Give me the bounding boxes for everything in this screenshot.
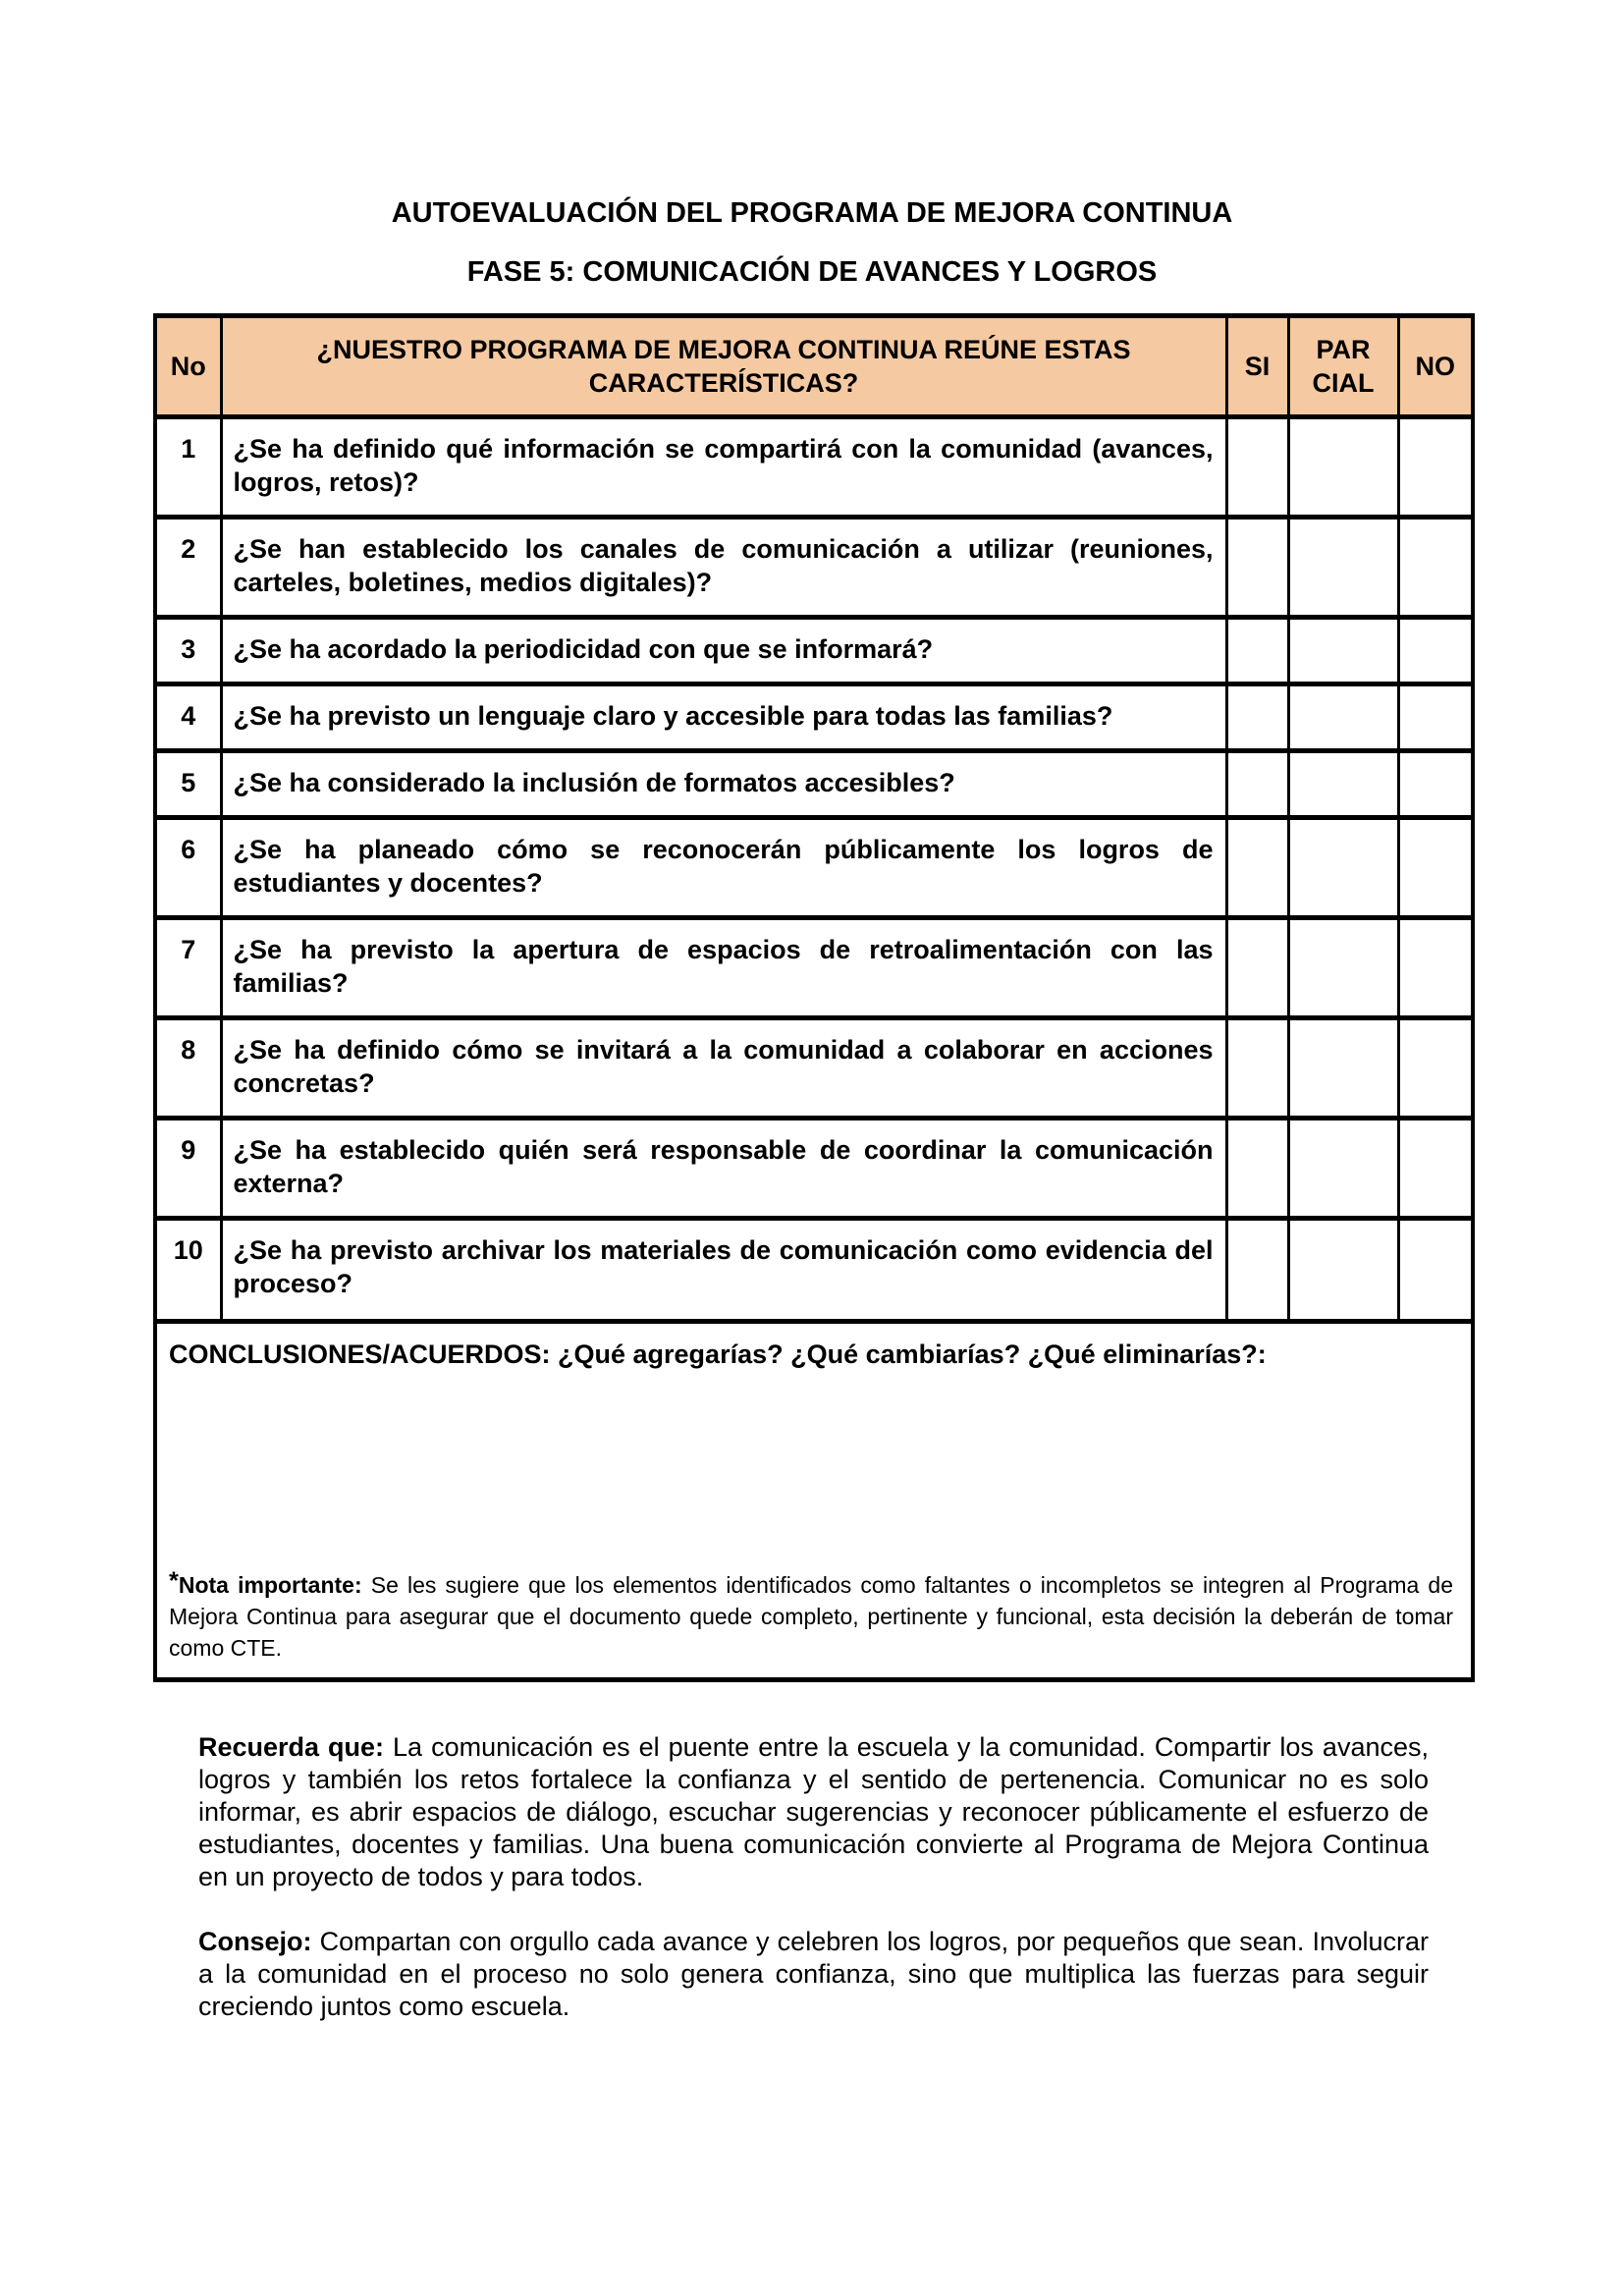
- answer-cell-no: [1398, 1219, 1473, 1322]
- remember-lead: Recuerda que:: [198, 1732, 385, 1762]
- document-titles: [0, 0, 1624, 289]
- row-question: ¿Se han establecido los canales de comunicación a utilizar (reuniones, carteles, boletines, medios digitales)?: [221, 518, 1226, 618]
- answer-cell-si: [1226, 918, 1288, 1018]
- advice-paragraph: [198, 1926, 1429, 2023]
- footer-paragraphs: [198, 1731, 1429, 2023]
- note-asterisk: *: [169, 1567, 179, 1595]
- answer-cell-no: [1398, 518, 1473, 618]
- answer-cell-no: [1398, 918, 1473, 1018]
- row-number: 10: [155, 1219, 221, 1322]
- answer-cell-no: [1398, 818, 1473, 918]
- document-title: AUTOEVALUACIÓN DEL PROGRAMA DE MEJORA CONTINUA: [391, 197, 1233, 229]
- answer-cell-si: [1226, 1119, 1288, 1219]
- row-question: ¿Se ha planeado cómo se reconocerán públicamente los logros de estudiantes y docentes?: [221, 818, 1226, 918]
- answer-cell-no: [1398, 684, 1473, 751]
- answer-cell-parcial: [1288, 1018, 1398, 1119]
- answer-cell-si: [1226, 618, 1288, 684]
- row-number: 8: [155, 1018, 221, 1119]
- advice-text: Compartan con orgullo cada avance y celebren los logros, por pequeños que sean. Involucrar a la comunidad en el proceso no solo genera confianza, sino que multiplica las fuerzas para seguir creciendo juntos como escuela.: [198, 1927, 1429, 2021]
- self-evaluation-table: [153, 313, 1475, 1682]
- table-row: [155, 518, 1473, 618]
- row-question: ¿Se ha previsto la apertura de espacios de retroalimentación con las familias?: [221, 918, 1226, 1018]
- header-parcial-column: PAR CIAL: [1288, 316, 1398, 417]
- row-number: 7: [155, 918, 221, 1018]
- answer-cell-parcial: [1288, 751, 1398, 818]
- document-subtitle: FASE 5: COMUNICACIÓN DE AVANCES Y LOGROS: [466, 256, 1158, 288]
- table-row: [155, 818, 1473, 918]
- answer-cell-si: [1226, 751, 1288, 818]
- row-question: ¿Se ha definido cómo se invitará a la comunidad a colaborar en acciones concretas?: [221, 1018, 1226, 1119]
- table-header: [155, 316, 1473, 417]
- row-question: ¿Se ha considerado la inclusión de formatos accesibles?: [221, 751, 1226, 818]
- table-header-row: [155, 316, 1473, 417]
- answer-cell-parcial: [1288, 518, 1398, 618]
- answer-cell-no: [1398, 618, 1473, 684]
- row-number: 1: [155, 417, 221, 518]
- remember-paragraph: [198, 1731, 1429, 1893]
- answer-cell-si: [1226, 684, 1288, 751]
- answer-cell-no: [1398, 1018, 1473, 1119]
- table-row: [155, 618, 1473, 684]
- answer-cell-no: [1398, 751, 1473, 818]
- answer-cell-si: [1226, 1219, 1288, 1322]
- row-question: ¿Se ha definido qué información se compartirá con la comunidad (avances, logros, retos)?: [221, 417, 1226, 518]
- row-number: 3: [155, 618, 221, 684]
- table-row: [155, 1219, 1473, 1322]
- table-row: [155, 918, 1473, 1018]
- answer-cell-parcial: [1288, 417, 1398, 518]
- row-question: ¿Se ha establecido quién será responsable de coordinar la comunicación externa?: [221, 1119, 1226, 1219]
- answer-cell-parcial: [1288, 818, 1398, 918]
- answer-cell-parcial: [1288, 684, 1398, 751]
- row-number: 9: [155, 1119, 221, 1219]
- row-number: 2: [155, 518, 221, 618]
- row-question: ¿Se ha previsto un lenguaje claro y accesible para todas las familias?: [221, 684, 1226, 751]
- row-number: 5: [155, 751, 221, 818]
- header-no-column: No: [155, 316, 221, 417]
- conclusions-cell: [155, 1322, 1473, 1680]
- answer-cell-si: [1226, 518, 1288, 618]
- conclusions-row: [155, 1322, 1473, 1680]
- answer-cell-si: [1226, 818, 1288, 918]
- remember-text: La comunicación es el puente entre la escuela y la comunidad. Compartir los avances, logros y también los retos fortalece la confianza y el sentido de pertenencia. Comunicar no es solo informar, es abrir espacios de diálogo, escuchar sugerencias y reconocer públicamente el esfuerzo de estudiantes, docentes y familias. Una buena comunicación convierte al Programa de Mejora Continua en un proyecto de todos y para todos.: [198, 1732, 1429, 1891]
- note-lead: Nota importante:: [178, 1572, 362, 1598]
- important-note: [169, 1569, 1457, 1664]
- row-number: 6: [155, 818, 221, 918]
- answer-cell-si: [1226, 1018, 1288, 1119]
- header-question-column: ¿NUESTRO PROGRAMA DE MEJORA CONTINUA REÚNE ESTAS CARACTERÍSTICAS?: [221, 316, 1226, 417]
- answer-cell-si: [1226, 417, 1288, 518]
- answer-cell-no: [1398, 1119, 1473, 1219]
- answer-cell-parcial: [1288, 1119, 1398, 1219]
- answer-cell-parcial: [1288, 1219, 1398, 1322]
- answer-cell-no: [1398, 417, 1473, 518]
- header-no-answer-column: NO: [1398, 316, 1473, 417]
- row-question: ¿Se ha previsto archivar los materiales de comunicación como evidencia del proceso?: [221, 1219, 1226, 1322]
- table-row: [155, 417, 1473, 518]
- conclusions-label: CONCLUSIONES/ACUERDOS: ¿Qué agregarías? ¿Qué cambiarías? ¿Qué eliminarías?:: [169, 1339, 1267, 1369]
- row-number: 4: [155, 684, 221, 751]
- table-row: [155, 751, 1473, 818]
- table-row: [155, 1018, 1473, 1119]
- note-text: Se les sugiere que los elementos identificados como faltantes o incompletos se integren al Programa de Mejora Continua para asegurar que el documento quede completo, pertinente y funcional, esta decisión la deberán de tomar como CTE.: [169, 1572, 1454, 1661]
- table-row: [155, 684, 1473, 751]
- table-row: [155, 1119, 1473, 1219]
- row-question: ¿Se ha acordado la periodicidad con que se informará?: [221, 618, 1226, 684]
- header-si-column: SI: [1226, 316, 1288, 417]
- advice-lead: Consejo:: [198, 1927, 312, 1956]
- answer-cell-parcial: [1288, 918, 1398, 1018]
- answer-cell-parcial: [1288, 618, 1398, 684]
